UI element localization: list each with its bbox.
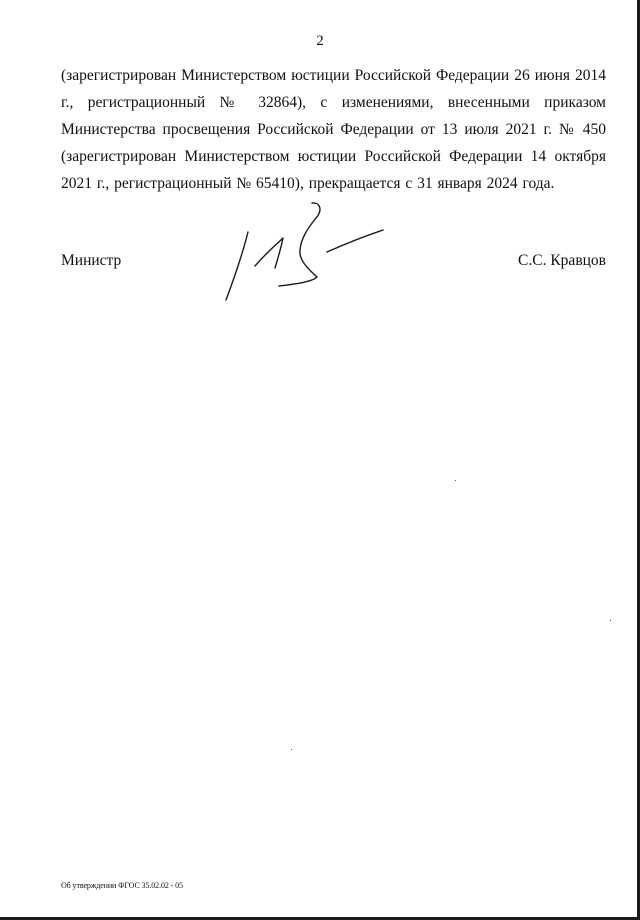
signatory-name: С.С. Кравцов xyxy=(518,252,606,269)
signatory-role: Министр xyxy=(61,252,122,269)
page-number: 2 xyxy=(316,33,324,49)
footer-document-reference: Об утверждении ФГОС 35.02.02 - 05 xyxy=(61,881,183,890)
body-paragraph: (зарегистрирован Министерством юстиции Российской Федерации 26 июня 2014 г., регистрационный № 32864), с изменениями, внесенными приказом Министерства просвещения Российской Федерации от 13 июля 2021 г. № 450 (зарегистрирован Министерством юстиции Российской Федерации 14 октября 2021 г., регистрационный № 65410), прекращается с 31 января 2024 года. xyxy=(61,67,606,192)
scan-speck xyxy=(291,749,292,750)
handwritten-signature-icon xyxy=(215,200,390,305)
scan-speck xyxy=(610,620,611,621)
scan-speck xyxy=(455,480,456,481)
